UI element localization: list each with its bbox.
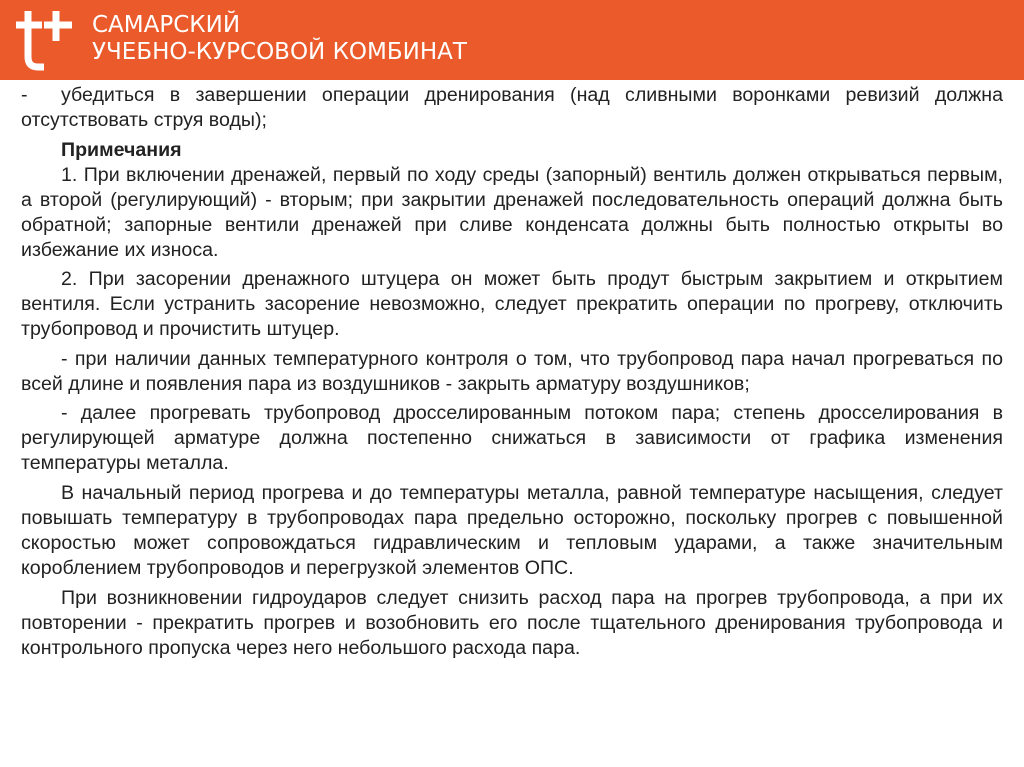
brand-line-2: УЧЕБНО-КУРСОВОЙ КОМБИНАТ (92, 39, 467, 65)
bullet-throttle: - далее прогревать трубопровод дросселированным потоком пара; степень дросселирования в регулирующей арматуре должна постепенно снижаться в зависимости от графика изменения температуры металла. (21, 402, 1003, 475)
brand-name (92, 12, 467, 66)
list-item-drainage-check (21, 83, 1003, 133)
brand-line-1: САМАРСКИЙ (92, 12, 241, 38)
tt-plus-logo-icon (14, 7, 76, 73)
document-body (21, 83, 1003, 665)
paragraph-water-hammer: При возникновении гидроударов следует снизить расход пара на прогрев трубопровода, а при их повторении - прекратить прогрев и возобновить его после тщательного дренирования трубопровода и контрольного пропуска через него небольшого расхода пара. (21, 586, 1003, 659)
dash-marker: - (21, 84, 28, 106)
list-item-text: убедиться в завершении операции дренирования (над сливными воронками ревизий должна отсутствовать струя воды); (21, 84, 1003, 131)
header-bar (0, 0, 1024, 80)
note-2: 2. При засорении дренажного штуцера он может быть продут быстрым закрытием и открытием вентиля. Если устранить засорение невозможно, следует прекратить операции по прогреву, отключить трубопровод и прочистить штуцер. (21, 268, 1003, 341)
bullet-vents: - при наличии данных температурного контроля о том, что трубопровод пара начал прогреваться по всей длине и появления пара из воздушников - закрыть арматуру воздушников; (21, 347, 1003, 395)
notes-heading: Примечания (61, 138, 182, 161)
paragraph-initial-period: В начальный период прогрева и до температуры металла, равной температуре насыщения, следует повышать температуру в трубопроводах пара предельно осторожно, поскольку прогрев с повышенной скоростью может сопровождаться гидравлическим и тепловым ударами, а также значительным короблением трубопроводов и перегрузкой элементов ОПС. (21, 481, 1003, 579)
note-1: 1. При включении дренажей, первый по ходу среды (запорный) вентиль должен открываться первым, а второй (регулирующий) - вторым; при закрытии дренажей последовательность операций должна быть обратной; запорные вентили дренажей при сливе конденсата должны быть полностью открыты во избежание их износа. (21, 163, 1003, 261)
